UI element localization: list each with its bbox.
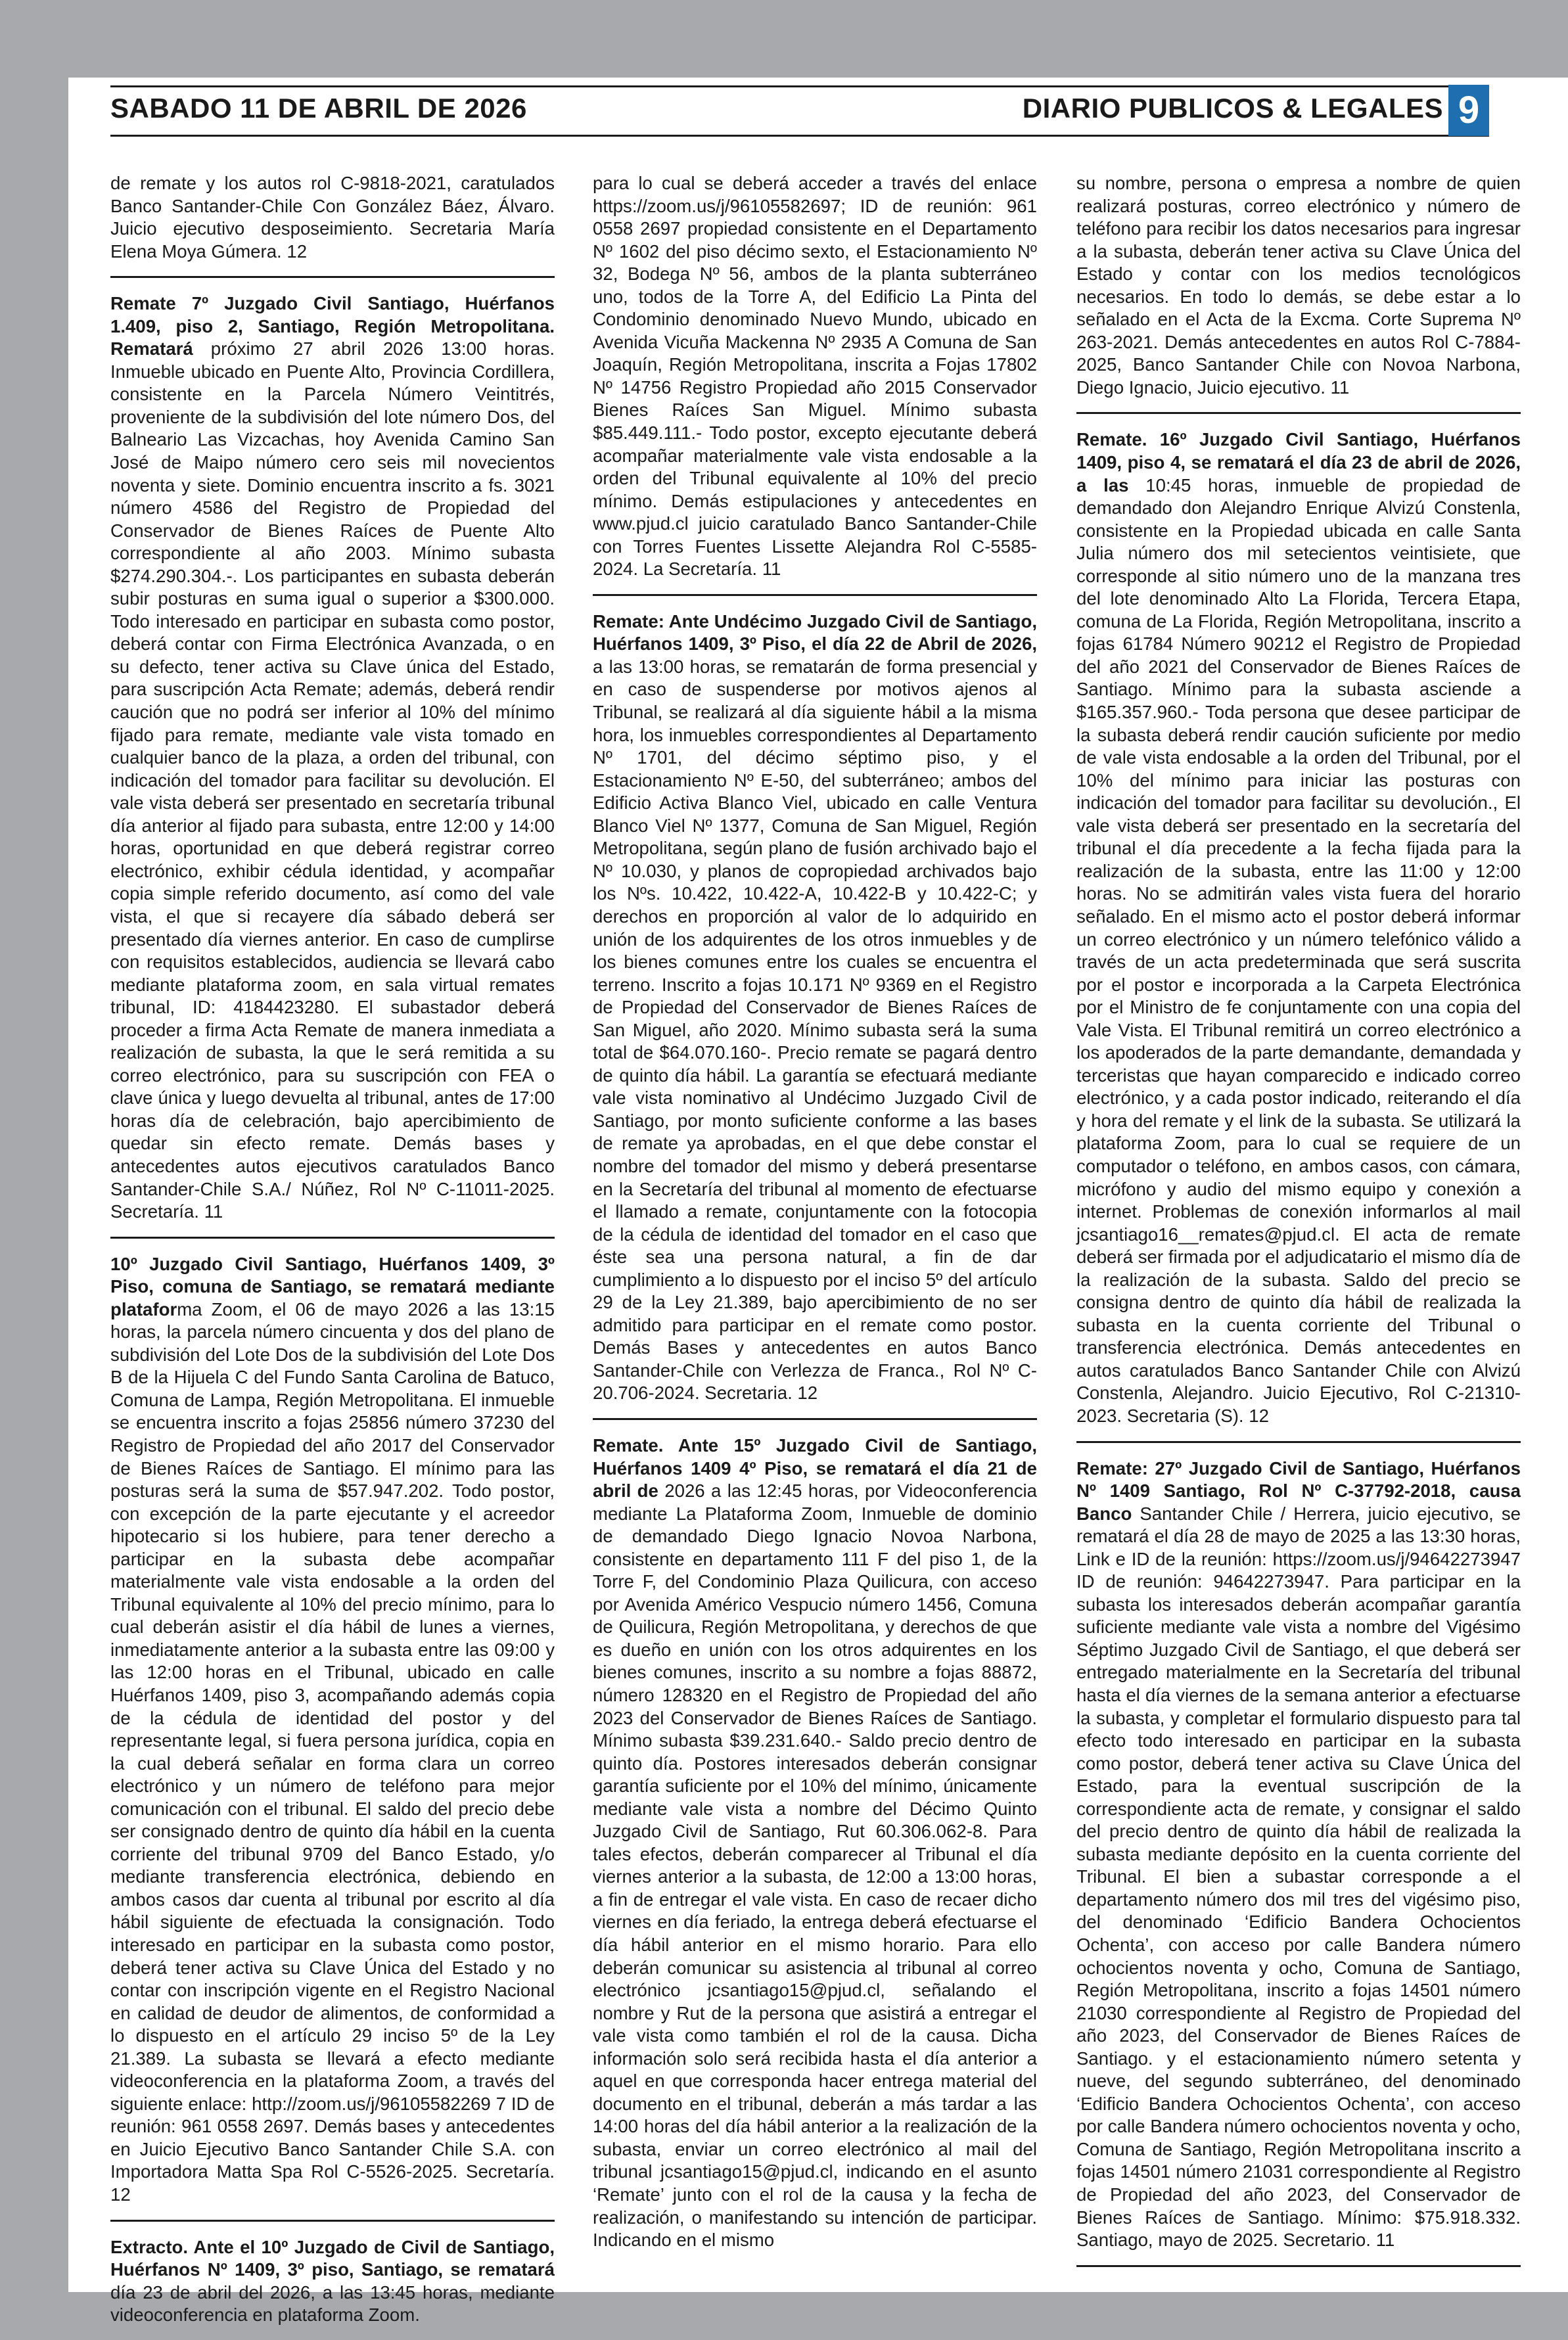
notice-body: 10:45 horas, inmueble de propiedad de demandado don Alejandro Enrique Alvizú Constenla, consistente en la Propiedad ubicada en calle Santa Julia número dos mil setecientos veintisiete, que corresponde al sitio número uno de la manzana tres del lote denominado Alto La Florida, Tercera Etapa, comuna de La Florida, Región Metropolitana, inscrito a fojas 61784 Número 90212 el Registro de Propiedad del año 2021 del Conservador de Bienes Raíces de Santiago. Mínimo para la subasta asciende a $165.357.960.- Toda persona que desee participar de la subasta deberá rendir caución suficiente por medio de vale vista endosable a la orden del Tribunal, por el 10% del mínimo para iniciar las posturas con indicación del tomador para facilitar su devolución., El vale vista deberá ser presentado en la secretaría del tribunal el día precedente a la fecha fijada para la realización de la subasta, entre las 11:00 y 12:00 horas. No se admitirán vales vista fuera del horario señalado. En el mismo acto el postor deberá informar un correo electrónico y un número telefónico válido a través de un acta predeterminada que será suscrita por el postor e incorporada a la Carpeta Electrónica por el Ministro de fe conjuntamente con una copia del Vale Vista. El Tribunal remitirá un correo electrónico a los apoderados de la parte demandante, demandada y terceristas que hayan comparecido e indicado correo electrónico, y a cada postor indicado, reiterando el día y hora del remate y el link de la subasta. Se utilizará la plataforma Zoom, para lo cual se requiere de un computador o teléfono, en ambos casos, con cámara, micrófono y audio del mismo equipo y conexión a internet. Problemas de conexión informarlos al mail jcsantiago16__remates@pjud.cl. El acta de remate deberá ser firmada por el adjudicatario el mismo día de la realización de la subasta. Saldo del precio se consigna dentro de quinto día hábil de realizada la subasta en la cuenta corriente del Tribunal o transferencia electrónica. Demás antecedentes en autos caratulados Banco Santander Chile con Alvizú Constenla, Alejandro. Juicio Ejecutivo, Rol C-21310-2023. Secretaria (S). 12 [1076, 474, 1521, 1426]
legal-notice [1076, 172, 1521, 414]
notice-body: día 23 de abril del 2026, a las 13:45 horas, mediante videoconferencia en plataforma Zoom. [110, 2282, 555, 2326]
page-number-badge: 9 [1448, 85, 1489, 136]
notice-heading: Remate: Ante Undécimo Juzgado Civil de Santiago, Huérfanos 1409, 3º Piso, el día 22 de Abril de 2026, [593, 610, 1037, 654]
notice-body: ma Zoom, el 06 de mayo 2026 a las 13:15 horas, la parcela número cincuenta y dos del plano de subdivisión del Lote Dos de la subdivisión del Lote Dos B de la Hijuela C del Fundo Santa Carolina de Batuco, Comuna de Lampa, Región Metropolitana. El inmueble se encuentra inscrito a fojas 25856 número 37230 del Registro de Propiedad del año 2017 del Conservador de Bienes Raíces de Santiago. El mínimo para las posturas será la suma de $57.947.202. Todo postor, con excepción de la parte ejecutante y el acreedor hipotecario si los hubiere, para tener derecho a participar en la subasta debe acompañar materialmente vale vista endosable a la orden del Tribunal equivalente al 10% del precio mínimo, para lo cual deberán asistir el día hábil de lunes a viernes, inmediatamente anterior a la subasta entre las 09:00 y las 12:00 horas en el Tribunal, ubicado en calle Huérfanos 1409, piso 3, acompañando además copia de la cédula de identidad del postor y del representante legal, si fuera persona jurídica, copia en la cual deberá señalar en forma clara un correo electrónico y un número de teléfono para mejor comunicación con el tribunal. El saldo del precio debe ser consignado dentro de quinto día hábil en la cuenta corriente del tribunal 9709 del Banco Estado, y/o mediante transferencia electrónica, debiendo en ambos casos dar cuenta al tribunal por escrito al día hábil siguiente de efectuada la consignación. Todo interesado en participar en la subasta como postor, deberá tener activa su Clave Única del Estado y no contar con inscripción vigente en el Registro Nacional en calidad de deudor de alimentos, de conformidad a lo dispuesto en el artículo 29 inciso 5º de la Ley 21.389. La subasta se llevará a efecto mediante videoconferencia en la plataforma Zoom, a través del siguiente enlace: http://zoom.us/j/96105582269 7 ID de reunión: 961 0558 2697. Demás bases y antecedentes en Juicio Ejecutivo Banco Santander Chile S.A. con Importadora Matta Spa Rol C-5526-2025. Secretaría. 12 [110, 1298, 555, 2205]
notice-body: para lo cual se deberá acceder a través del enlace https://zoom.us/j/96105582697; ID de reunión: 961 0558 2697 propiedad consistente en el Departamento Nº 1602 del piso décimo sexto, el Estacionamiento Nº 32, Bodega Nº 56, ambos de la planta subterráneo uno, todos de la Torre A, del Edificio La Pinta del Condominio denominado Nuevo Mundo, ubicado en Avenida Vicuña Mackenna Nº 2935 A Comuna de San Joaquín, Región Metropolitana, inscrita a Fojas 17802 Nº 14756 Registro Propiedad año 2015 Conservador Bienes Raíces San Miguel. Mínimo subasta $85.449.111.- Todo postor, excepto ejecutante deberá acompañar materialmente vale vista endosable a la orden del Tribunal equivalente al 10% del precio mínimo. Demás estipulaciones y antecedentes en www.pjud.cl juicio caratulado Banco Santander-Chile con Torres Fuentes Lissette Alejandra Rol C-5585-2024. La Secretaría. 11 [593, 173, 1037, 580]
legal-notice [110, 2236, 555, 2340]
legal-notice [593, 1434, 1037, 2265]
notice-heading: Remate: 27º Juzgado Civil de Santiago, Huérfanos Nº 1409 Santiago, Rol Nº C-37792-2018, causa Banco [1076, 1457, 1521, 1524]
notice-body: Santander Chile / Herrera, juicio ejecutivo, se rematará el día 28 de mayo de 2025 a las 13:30 horas, Link e ID de la reunión: https://zoom.us/j/94642273947 ID de reunión: 94642273947. Para participar en la subasta los interesados deberán acompañar garantía suficiente mediante vale vista a nombre del Vigésimo Séptimo Juzgado Civil de Santiago, el que deberá ser entregado materialmente en la Secretaría del tribunal hasta el día viernes de la semana anterior a efectuarse la subasta, y completar el formulario dispuesto para tal efecto todo interesado en participar en la subasta como postor, deberá tener activa su Clave Única del Estado, para la eventual suscripción de la correspondiente acta de remate, y consignar el saldo del precio dentro de quinto día hábil de realizada la subasta mediante depósito en la cuenta corriente del Tribunal. El bien a subastar corresponde a el departamento número dos mil tres del vigésimo piso, del denominado ‘Edificio Bandera Ochocientos Ochenta’, con acceso por calle Bandera número ochocientos noventa y ocho, Comuna de Santiago, Región Metropolitana, inscrito a fojas 14501 número 21030 correspondiente al Registro de Propiedad del año 2023, del Conservador de Bienes Raíces de Santiago. y el estacionamiento número setenta y nueve, del segundo subterráneo, del denominado ‘Edificio Bandera Ochocientos Ochenta’, con acceso por calle Bandera número ochocientos noventa y ocho, Comuna de Santiago, Región Metropolitana inscrito a fojas 14501 número 21031 correspondiente al Registro de Propiedad del año 2023, del Conservador de Bienes Raíces de Santiago. Mínimo: $75.918.332. Santiago, mayo de 2025. Secretario. 11 [1076, 1503, 1521, 2251]
legal-notice [110, 1253, 555, 2222]
legal-notice [593, 172, 1037, 596]
notice-body: 2026 a las 12:45 horas, por Videoconferencia mediante La Plataforma Zoom, Inmueble de dominio de demandado Diego Ignacio Novoa Narbona, consistente en departamento 111 F del piso 1, de la Torre F, del Condominio Plaza Quilicura, con acceso por Avenida Américo Vespucio número 1456, Comuna de Quilicura, Región Metropolitana, y derechos de que es dueño en unión con los otros adquirentes en los bienes comunes, inscrito a su nombre a fojas 88872, número 128320 en el Registro de Propiedad del año 2023 del Conservador de Bienes Raíces de Santiago. Mínimo subasta $39.231.640.- Saldo precio dentro de quinto día. Postores interesados deberán consignar garantía suficiente por el 10% del mínimo, únicamente mediante vale vista a nombre del Décimo Quinto Juzgado Civil de Santiago, Rut 60.306.062-8. Para tales efectos, deberán comparecer al Tribunal el día viernes anterior a la subasta, de 12:00 a 13:00 horas, a fin de entregar el vale vista. En caso de recaer dicho viernes en día feriado, la entrega deberá efectuarse el día hábil anterior en el mismo horario. Para ello deberán comunicar su asistencia al tribunal al correo electrónico jcsantiago15@pjud.cl, señalando el nombre y Rut de la persona que asistirá a entregar el vale vista como también el rol de la causa. Dicha información solo será recibida hasta el día anterior a aquel en que corresponda hacer entrega material del documento en el tribunal, deberán a más tardar a las 14:00 horas del día hábil anterior a la realización de la subasta, enviar un correo electrónico al mail del tribunal jcsantiago15@pjud.cl, indicando en el asunto ‘Remate’ junto con el rol de la causa y la fecha de realización, o manifestando su intención de participar. Indicando en el mismo [593, 1480, 1037, 2251]
legal-notice [1076, 1457, 1521, 2267]
legal-notice [110, 292, 555, 1238]
legal-notice [110, 172, 555, 278]
notice-heading: Remate. Ante 15º Juzgado Civil de Santiago, Huérfanos 1409 4º Piso, se rematará el día 21 de abril de [593, 1434, 1037, 1502]
page-header [110, 85, 1489, 137]
notice-heading: Remate. 16º Juzgado Civil Santiago, Huérfanos 1409, piso 4, se rematará el día 23 de abril de 2026, a las [1076, 429, 1521, 495]
header-date: SABADO 11 DE ABRIL DE 2026 [110, 93, 527, 124]
notice-heading: 10º Juzgado Civil Santiago, Huérfanos 1409, 3º Piso, comuna de Santiago, se rematará mediante platafor [110, 1253, 555, 1319]
column-3 [1076, 172, 1521, 2249]
notice-body: próximo 27 abril 2026 13:00 horas. Inmueble ubicado en Puente Alto, Provincia Cordillera, consistente en la Parcela Número Veintitrés, proveniente de la subdivisión del lote número Dos, del Balneario Las Vizcachas, hoy Avenida Camino San José de Maipo número cero seis mil novecientos noventa y siete. Dominio encuentra inscrito a fs. 3021 número 4586 del Registro de Propiedad del Conservador de Bienes Raíces de Puente Alto correspondiente al año 2003. Mínimo subasta $274.290.304.-. Los participantes en subasta deberán subir posturas en suma igual o superior a $300.000. Todo interesado en participar en subasta como postor, deberá contar con Firma Electrónica Avanzada, o en su defecto, tener activa su Clave única del Estado, para suscripción Acta Remate; además, deberá rendir caución que no podrá ser inferior al 10% del mínimo fijado para remate, mediante vale vista tomado en cualquier banco de la plaza, a orden del tribunal, con indicación del tomador para facilitar su devolución. El vale vista deberá ser presentado en secretaría tribunal día anterior al fijado para subasta, entre 12:00 y 14:00 horas, oportunidad en que deberá registrar correo electrónico, exhibir cédula identidad, y acompañar copia simple referido documento, así como del vale vista, el que si recayere día sábado deberá ser presentado día viernes anterior. En caso de cumplirse con requisitos establecidos, audiencia se llevará cabo mediante plataforma zoom, en sala virtual remates tribunal, ID: 4184423280. El subastador deberá proceder a firma Acta Remate de manera inmediata a realización de subasta, la que le será remitida a su correo electrónico, para su suscripción con FEA o clave única y luego devuelta al tribunal, antes de 17:00 horas día de celebración, bajo apercibimiento de quedar sin efecto remate. Demás bases y antecedentes autos ejecutivos caratulados Banco Santander-Chile S.A./ Núñez, Rol Nº C-11011-2025. Secretaría. 11 [110, 338, 555, 1222]
notice-heading: Extracto. Ante el 10º Juzgado de Civil de Santiago, Huérfanos Nº 1409, 3º piso, Santiago, se rematará [110, 2236, 555, 2280]
legal-notice [1076, 428, 1521, 1442]
column-2 [593, 172, 1037, 2249]
legal-notice [593, 610, 1037, 1420]
notice-body: su nombre, persona o empresa a nombre de quien realizará posturas, correo electrónico y número de teléfono para recibir los datos necesarios para ingresar a la subasta, deberán tener activa su Clave Única del Estado y contar con los medios tecnológicos necesarios. En todo lo demás, se debe estar a lo señalado en el Acta de la Excma. Corte Suprema Nº 263-2021. Demás antecedentes en autos Rol C-7884-2025, Banco Santander Chile con Novoa Narbona, Diego Ignacio, Juicio ejecutivo. 11 [1076, 173, 1521, 398]
notice-body: de remate y los autos rol C-9818-2021, caratulados Banco Santander-Chile Con González Báez, Álvaro. Juicio ejecutivo desposeimiento. Secretaria María Elena Moya Gúmera. 12 [110, 173, 555, 262]
column-1 [110, 172, 555, 2326]
header-section-title: DIARIO PUBLICOS & LEGALES [1022, 93, 1443, 124]
notice-heading: Remate 7º Juzgado Civil Santiago, Huérfanos 1.409, piso 2, Santiago, Región Metropolitana. Rematará [110, 293, 555, 359]
notice-body: a las 13:00 horas, se rematarán de forma presencial y en caso de suspenderse por motivos ajenos al Tribunal, se realizará al día siguiente hábil a la misma hora, los inmuebles correspondientes al Departamento Nº 1701, del décimo séptimo piso, y el Estacionamiento Nº E-50, del subterráneo; ambos del Edificio Activa Blanco Viel, ubicado en calle Ventura Blanco Viel Nº 1377, Comuna de San Miguel, Región Metropolitana, según plano de fusión archivado bajo el Nº 10.030, y planos de copropiedad archivados bajo los Nºs. 10.422, 10.422-A, 10.422-B y 10.422-C; y derechos en proporción al valor de lo adquirido en unión de los adquirentes de los otros inmuebles y de los bienes comunes entre los cuales se encuentra el terreno. Inscrito a fojas 10.171 Nº 9369 en el Registro de Propiedad del Conservador de Bienes Raíces de San Miguel, año 2020. Mínimo subasta será la suma total de $64.070.160-. Precio remate se pagará dentro de quinto día hábil. La garantía se efectuará mediante vale vista nominativo al Undécimo Juzgado Civil de Santiago, por monto suficiente conforme a las bases de remate ya aprobadas, en el que debe constar el nombre del tomador del mismo y deberá presentarse en la Secretaría del tribunal al momento de efectuarse el llamado a remate, conjuntamente con la fotocopia de la cédula de identidad del tomador en el caso que éste sea una persona natural, a fin de dar cumplimiento a lo dispuesto por el inciso 5º del artículo 29 de la Ley 21.389, bajo apercibimiento de no ser admitido para participar en el remate como postor. Demás Bases y antecedentes en autos Banco Santander-Chile con Verlezza de Franca., Rol Nº C-20.706-2024. Secretaria. 12 [593, 656, 1037, 1404]
